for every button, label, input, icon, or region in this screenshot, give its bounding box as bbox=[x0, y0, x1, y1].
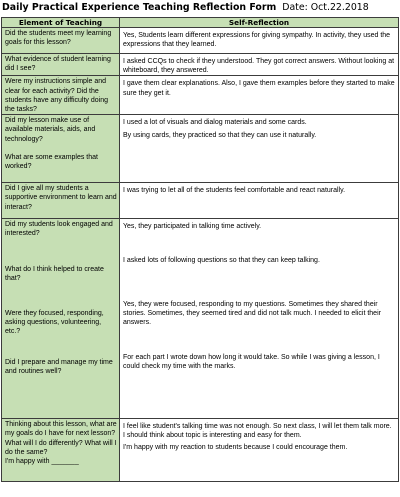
question-text: What evidence of student learning did I see? bbox=[5, 56, 111, 73]
question-text: Did I give all my students a supportive environment to learn and interact? bbox=[5, 185, 117, 211]
question-text: Did my lesson make use of available materials, aids, and technology? bbox=[5, 117, 96, 143]
form-date: Date: Oct.22.2018 bbox=[282, 2, 369, 13]
answer-text: I gave them clear explanations. Also, I gave them examples before they started to make sure they get it. bbox=[123, 80, 395, 97]
answer-cell bbox=[120, 54, 399, 76]
question-text: Did I prepare and manage my time and routines well? bbox=[5, 358, 113, 375]
question-text: Did my students look engaged and interested? bbox=[5, 221, 113, 238]
answer-cell bbox=[120, 28, 399, 54]
answer-cell bbox=[120, 419, 399, 482]
answer-text: Yes, they were focused, responding to my questions. Sometimes they shared their stories. Sometimes, they seemed tired and did not talk much. I needed to elicit their answers. bbox=[123, 300, 381, 327]
answer-text: I'm happy with my reaction to students because I could encourage them. bbox=[123, 443, 348, 451]
answer-text: By using cards, they practiced so that they can use it naturally. bbox=[123, 132, 317, 140]
column-header-element: Element of Teaching bbox=[2, 18, 120, 28]
answer-cell bbox=[120, 76, 399, 115]
question-cell bbox=[2, 76, 120, 115]
answer-text: I used a lot of visuals and dialog materials and some cards. bbox=[123, 119, 307, 127]
answer-text: Yes, Students learn different expressions for giving sympathy. In activity, they used the expressions that they learned. bbox=[123, 32, 391, 49]
answer-text: I feel like student's talking time was not enough. So next class, I will let them talk more. I should think about topic is interesting and easy for them. bbox=[123, 423, 392, 440]
answer-text: For each part I wrote down how long it would take. So while I was giving a lesson, I could check my time with the marks. bbox=[123, 354, 380, 371]
table-row bbox=[2, 54, 399, 76]
answer-text: I asked CCQs to check if they understood. They got correct answers. Without looking at whiteboard, they answered. bbox=[123, 58, 395, 75]
table-row bbox=[2, 76, 399, 115]
table-row bbox=[2, 219, 399, 419]
table-row bbox=[2, 183, 399, 219]
question-cell bbox=[2, 183, 120, 219]
question-cell bbox=[2, 219, 120, 419]
table-row bbox=[2, 28, 399, 54]
answer-cell bbox=[120, 115, 399, 183]
question-cell bbox=[2, 54, 120, 76]
table-header-row bbox=[2, 18, 399, 28]
answer-text: I was trying to let all of the students feel comfortable and react naturally. bbox=[123, 187, 346, 195]
reflection-table bbox=[1, 17, 399, 482]
question-cell bbox=[2, 28, 120, 54]
column-header-reflection: Self-Reflection bbox=[120, 18, 399, 28]
question-text: What are some examples that worked? bbox=[5, 153, 98, 171]
answer-cell bbox=[120, 219, 399, 419]
answer-text: I asked lots of following questions so that they can keep talking. bbox=[123, 257, 320, 265]
answer-text: Yes, they participated in talking time actively. bbox=[123, 223, 262, 231]
question-cell bbox=[2, 115, 120, 183]
answer-cell bbox=[120, 183, 399, 219]
form-title: Daily Practical Experience Teaching Reflection Form bbox=[2, 2, 277, 13]
question-text: What do I think helped to create that? bbox=[5, 265, 104, 282]
question-cell bbox=[2, 419, 120, 482]
table-row bbox=[2, 115, 399, 183]
question-text: Were they focused, responding, asking questions, volunteering, etc.? bbox=[5, 310, 104, 336]
form-header bbox=[2, 1, 398, 15]
table-row bbox=[2, 419, 399, 482]
question-text: Were my instructions simple and clear for each activity? Did the students have any difficulty doing the tasks? bbox=[5, 78, 108, 114]
question-text: I'm happy with _______ bbox=[5, 458, 79, 466]
question-text: Thinking about this lesson, what are my goals do I have for next lesson? What will I do differently? What will I do the same? bbox=[5, 421, 117, 456]
question-text: Did the students meet my learning goals for this lesson? bbox=[5, 30, 112, 47]
